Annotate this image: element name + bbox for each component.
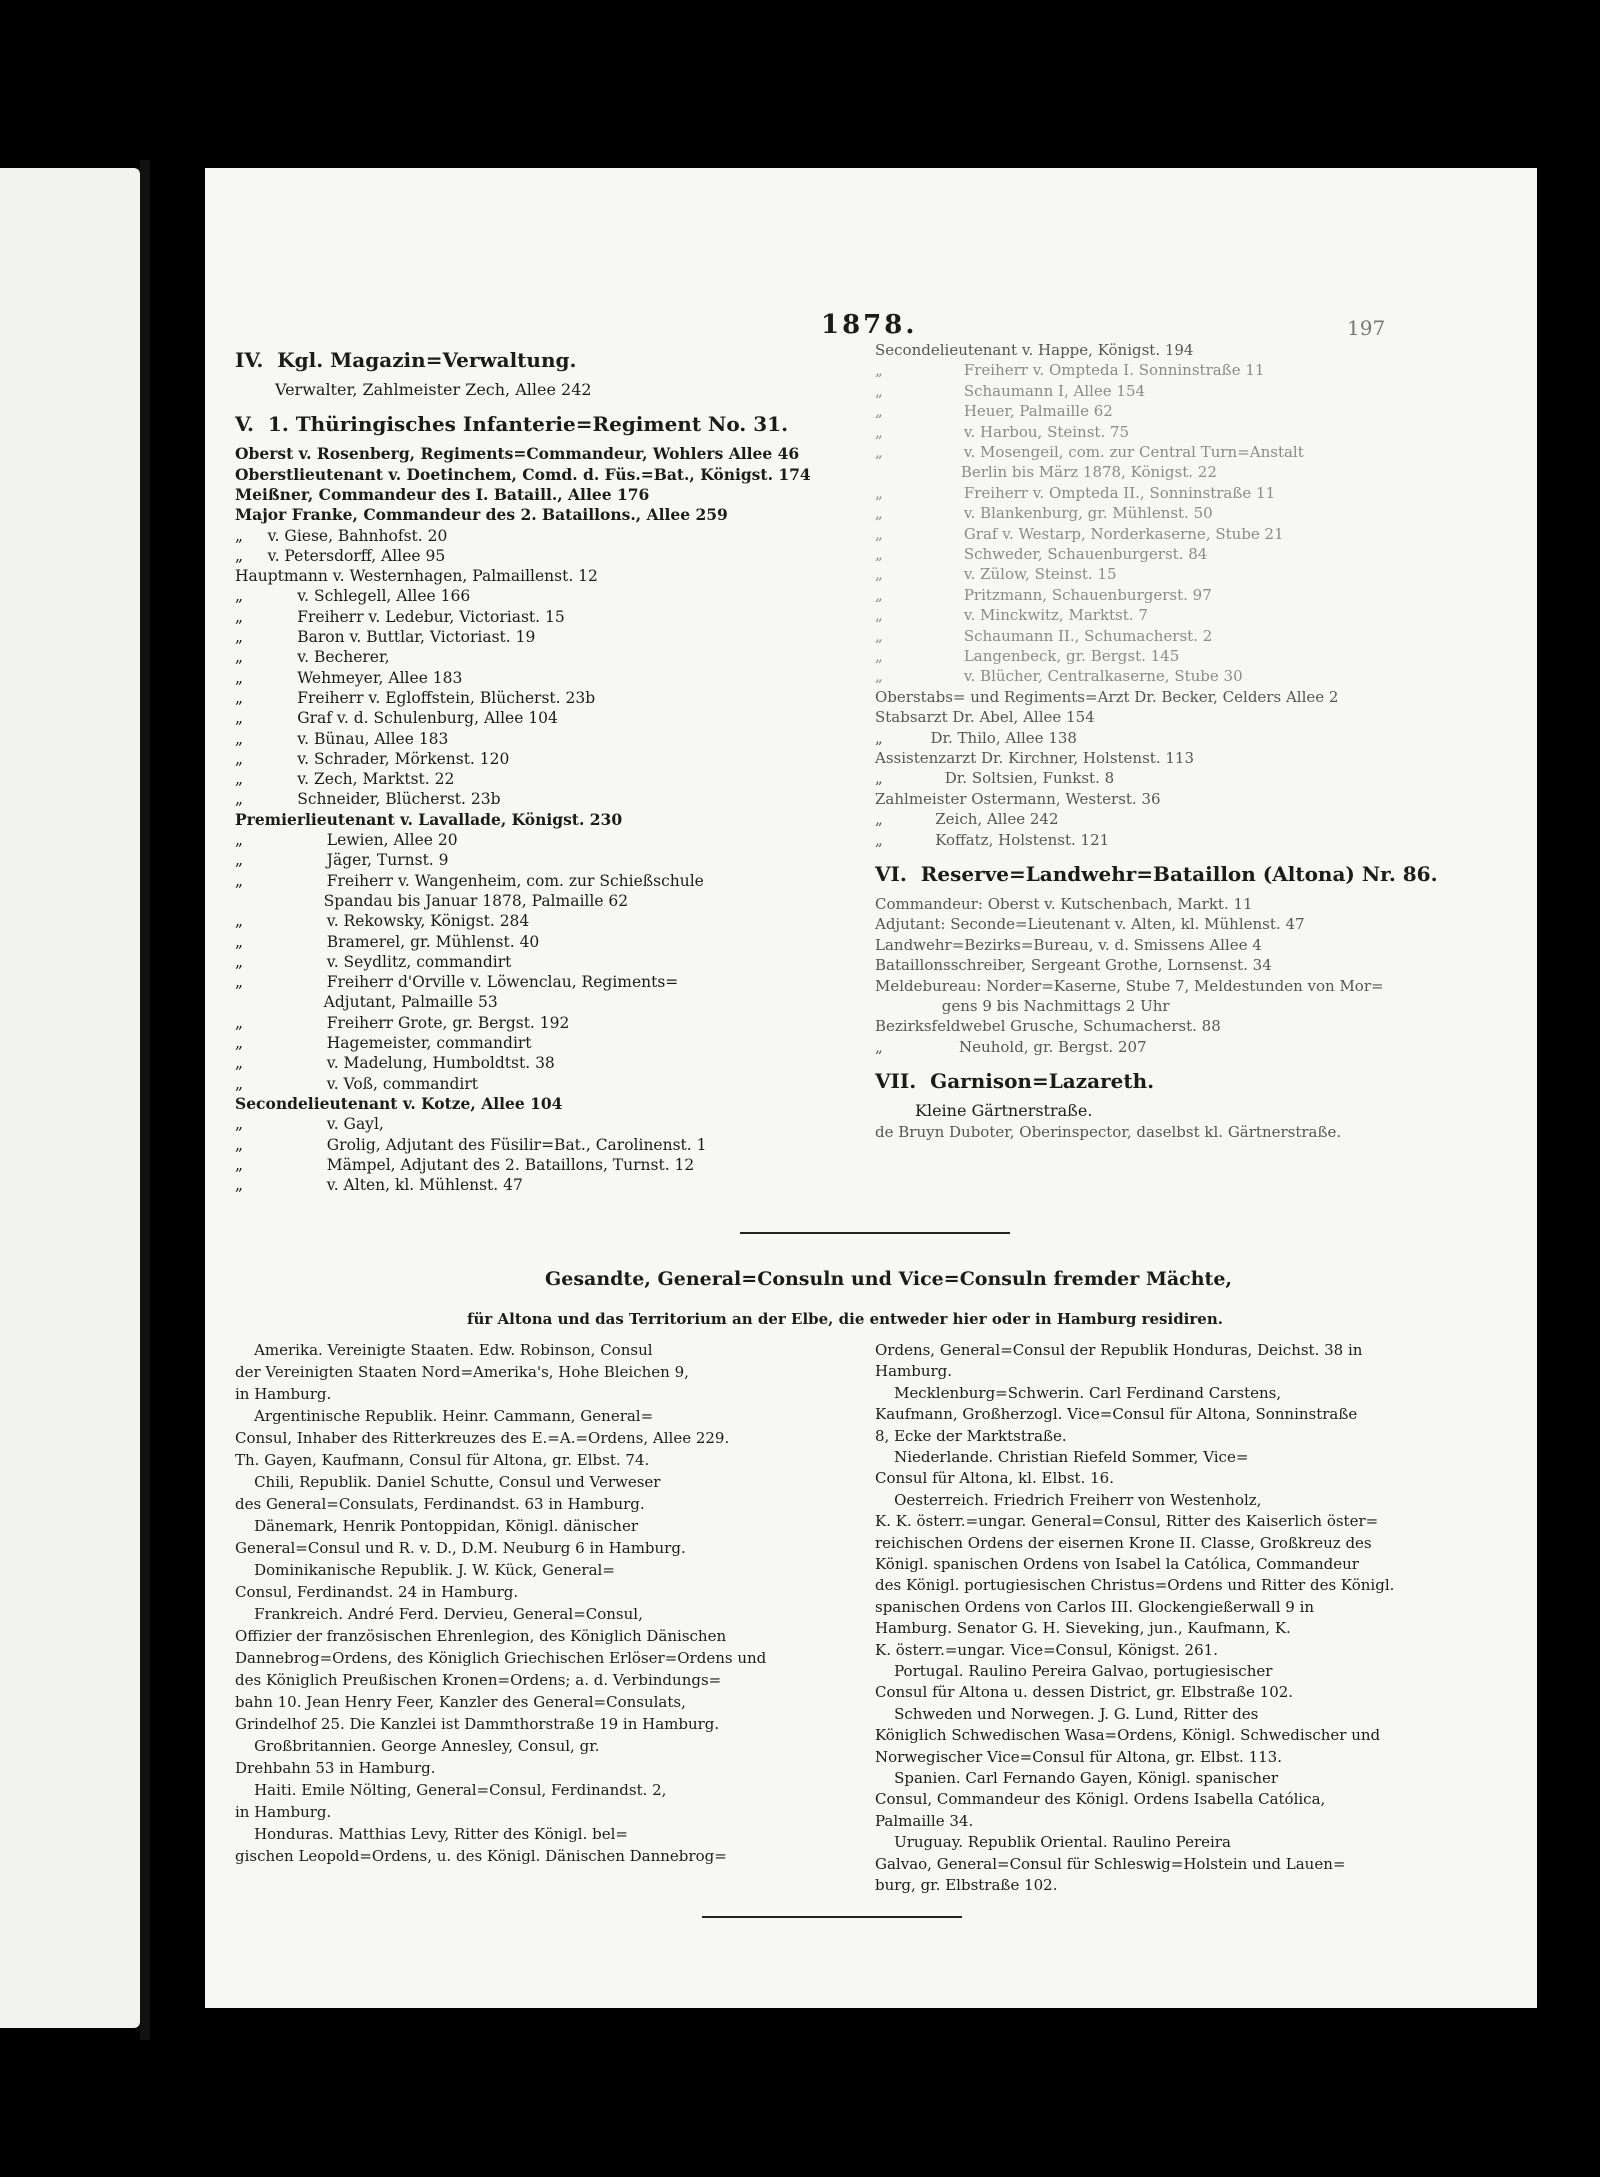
entry-line: Hauptmann v. Westernhagen, Palmaillenst. 12 <box>235 567 598 586</box>
entry-line: „ v. Madelung, Humboldtst. 38 <box>235 1054 555 1073</box>
consul-line: des General=Consulats, Ferdinandst. 63 in Hamburg. <box>235 1495 645 1513</box>
entry-line: „ v. Mosengeil, com. zur Central Turn=Anstalt <box>875 443 1304 461</box>
consul-line: Schweden und Norwegen. J. G. Lund, Ritter des <box>875 1704 1259 1723</box>
entry-line: „ v. Voß, commandirt <box>235 1074 479 1093</box>
entry-line: „ v. Bünau, Allee 183 <box>235 729 449 748</box>
consul-line: Oesterreich. Friedrich Freiherr von Westenholz, <box>875 1490 1262 1509</box>
consul-line: spanischen Ordens von Carlos III. Glockengießerwall 9 in <box>875 1597 1315 1616</box>
section-subheading: Verwalter, Zahlmeister Zech, Allee 242 <box>275 380 592 399</box>
entry-line: „ Jäger, Turnst. 9 <box>235 851 449 870</box>
consuls-subtitle: für Altona und das Territorium an der Elbe, die entweder hier oder in Hamburg residiren. <box>467 1310 1223 1328</box>
entry-line: „ Zeich, Allee 242 <box>875 810 1059 829</box>
entry-line: „ v. Minckwitz, Marktst. 7 <box>875 606 1148 625</box>
entry-line: „ v. Zech, Marktst. 22 <box>235 770 455 789</box>
entry-line: gens 9 bis Nachmittags 2 Uhr <box>875 997 1170 1015</box>
consul-line: Haiti. Emile Nölting, General=Consul, Ferdinandst. 2, <box>235 1781 667 1799</box>
entry-line: „ Freiherr v. Egloffstein, Blücherst. 23b <box>235 688 596 707</box>
entry-line: „ Hagemeister, commandirt <box>235 1034 532 1052</box>
entry-line: Adjutant, Palmaille 53 <box>235 993 498 1012</box>
facing-page-edge <box>0 168 140 2028</box>
entry-line: „ v. Petersdorff, Allee 95 <box>235 546 446 565</box>
entry-line: „ v. Zülow, Steinst. 15 <box>875 565 1117 584</box>
consul-line: des Königlich Preußischen Kronen=Ordens; a. d. Verbindungs= <box>235 1671 722 1689</box>
consul-line: Honduras. Matthias Levy, Ritter des Königl. bel= <box>235 1825 628 1843</box>
entry-line: Landwehr=Bezirks=Bureau, v. d. Smissens Allee 4 <box>875 935 1262 954</box>
entry-line: „ Freiherr v. Ledebur, Victoriast. 15 <box>235 607 565 626</box>
section-divider <box>740 1232 1010 1234</box>
section-heading: VI. Reserve=Landwehr=Bataillon (Altona) Nr. 86. <box>875 862 1438 886</box>
entry-line: „ Heuer, Palmaille 62 <box>875 402 1113 421</box>
entry-line: Bezirksfeldwebel Grusche, Schumacherst. 88 <box>875 1017 1221 1036</box>
book-page <box>205 168 1537 2008</box>
entry-line: Secondelieutenant v. Happe, Königst. 194 <box>875 341 1194 359</box>
entry-line: Meldebureau: Norder=Kaserne, Stube 7, Meldestunden von Mor= <box>875 976 1384 995</box>
entry-line: „ v. Schlegell, Allee 166 <box>235 587 471 606</box>
entry-line: Premierlieutenant v. Lavallade, Königst. 230 <box>235 809 623 829</box>
entry-line: „ Freiherr v. Ompteda II., Sonninstraße 11 <box>875 483 1276 502</box>
entry-line: Major Franke, Commandeur des 2. Bataillons., Allee 259 <box>235 505 728 525</box>
consul-line: K. K. österr.=ungar. General=Consul, Ritter des Kaiserlich öster= <box>875 1512 1379 1531</box>
entry-line: „ Mämpel, Adjutant des 2. Bataillons, Turnst. 12 <box>235 1155 695 1174</box>
entry-line: „ Langenbeck, gr. Bergst. 145 <box>875 647 1180 665</box>
consul-line: 8, Ecke der Marktstraße. <box>875 1426 1067 1445</box>
consul-line: in Hamburg. <box>235 1385 332 1403</box>
entry-line: „ v. Giese, Bahnhofst. 20 <box>235 526 448 545</box>
consul-line: Offizier der französischen Ehrenlegion, des Königlich Dänischen <box>235 1627 727 1645</box>
entry-line: „ Schaumann I, Allee 154 <box>875 381 1146 400</box>
consul-line: Niederlande. Christian Riefeld Sommer, Vice= <box>875 1448 1249 1466</box>
entry-line: „ Pritzmann, Schauenburgerst. 97 <box>875 585 1212 604</box>
section-heading: VII. Garnison=Lazareth. <box>875 1069 1155 1094</box>
page-gutter <box>140 160 150 2040</box>
consul-line: gischen Leopold=Ordens, u. des Königl. Dänischen Dannebrog= <box>235 1847 727 1865</box>
entry-line: Oberst v. Rosenberg, Regiments=Commandeur, Wohlers Allee 46 <box>235 444 800 464</box>
consul-line: Consul für Altona u. dessen District, gr. Elbstraße 102. <box>875 1683 1294 1702</box>
entry-line: „ Neuhold, gr. Bergst. 207 <box>875 1037 1147 1056</box>
entry-line: Adjutant: Seconde=Lieutenant v. Alten, kl. Mühlenst. 47 <box>875 915 1305 934</box>
entry-line: „ Koffatz, Holstenst. 121 <box>875 830 1110 849</box>
consul-line: Spanien. Carl Fernando Gayen, Königl. spanischer <box>875 1769 1279 1787</box>
entry-line: „ v. Schrader, Mörkenst. 120 <box>235 749 510 768</box>
entry-line: „ v. Harbou, Steinst. 75 <box>875 422 1130 441</box>
consul-line: Frankreich. André Ferd. Dervieu, General=Consul, <box>235 1605 643 1623</box>
consul-line: burg, gr. Elbstraße 102. <box>875 1876 1058 1894</box>
section-heading: V. 1. Thüringisches Infanterie=Regiment No. 31. <box>235 412 789 437</box>
page-number: 197 <box>1347 316 1386 340</box>
entry-line: Oberstlieutenant v. Doetinchem, Comd. d. Füs.=Bat., Königst. 174 <box>235 464 811 484</box>
entry-line: „ v. Blücher, Centralkaserne, Stube 30 <box>875 667 1243 686</box>
section-divider-bottom <box>702 1916 962 1918</box>
entry-line: Meißner, Commandeur des I. Bataill., Allee 176 <box>235 484 650 504</box>
entry-line: „ Schaumann II., Schumacherst. 2 <box>875 626 1213 645</box>
consul-line: Königl. spanischen Ordens von Isabel la Católica, Commandeur <box>875 1555 1359 1573</box>
consul-line: bahn 10. Jean Henry Feer, Kanzler des General=Consulats, <box>235 1693 686 1711</box>
consul-line: Consul, Ferdinandst. 24 in Hamburg. <box>235 1583 519 1601</box>
consul-line: Portugal. Raulino Pereira Galvao, portugiesischer <box>875 1662 1273 1680</box>
entry-line: „ Schneider, Blücherst. 23b <box>235 790 501 809</box>
entry-line: de Bruyn Duboter, Oberinspector, daselbst kl. Gärtnerstraße. <box>875 1122 1342 1141</box>
consul-line: in Hamburg. <box>235 1803 332 1821</box>
consul-line: Hamburg. Senator G. H. Sieveking, jun., Kaufmann, K. <box>875 1619 1291 1638</box>
entry-line: „ Wehmeyer, Allee 183 <box>235 668 463 687</box>
entry-line: „ v. Alten, kl. Mühlenst. 47 <box>235 1176 523 1195</box>
consul-line: der Vereinigten Staaten Nord=Amerika's, Hohe Bleichen 9, <box>235 1363 689 1381</box>
consul-line: General=Consul und R. v. D., D.M. Neuburg 6 in Hamburg. <box>235 1539 686 1557</box>
consul-line: Drehbahn 53 in Hamburg. <box>235 1759 436 1777</box>
entry-line: „ Freiherr Grote, gr. Bergst. 192 <box>235 1013 570 1032</box>
entry-line: Spandau bis Januar 1878, Palmaille 62 <box>235 891 629 910</box>
entry-line: Secondelieutenant v. Kotze, Allee 104 <box>235 1093 563 1113</box>
consul-line: Mecklenburg=Schwerin. Carl Ferdinand Carstens, <box>875 1383 1282 1402</box>
consul-line: Chili, Republik. Daniel Schutte, Consul und Verweser <box>235 1473 661 1491</box>
entry-line: „ Graf v. Westarp, Norderkaserne, Stube 21 <box>875 524 1284 543</box>
consul-line: Dänemark, Henrik Pontoppidan, Königl. dänischer <box>235 1517 639 1535</box>
consul-line: Amerika. Vereinigte Staaten. Edw. Robinson, Consul <box>235 1341 653 1359</box>
entry-line: „ v. Rekowsky, Königst. 284 <box>235 912 530 931</box>
consul-line: Consul für Altona, kl. Elbst. 16. <box>875 1469 1114 1488</box>
consul-line: Consul, Commandeur des Königl. Ordens Isabella Católica, <box>875 1790 1326 1809</box>
consul-line: Dannebrog=Ordens, des Königlich Griechischen Erlöser=Ordens und <box>235 1649 767 1667</box>
consul-line: Hamburg. <box>875 1362 953 1381</box>
section-subheading: Kleine Gärtnerstraße. <box>915 1101 1093 1121</box>
entry-line: „ v. Becherer, <box>235 648 390 667</box>
consuls-title: Gesandte, General=Consuln und Vice=Consuln fremder Mächte, <box>545 1268 1233 1290</box>
consul-line: Großbritannien. George Annesley, Consul, gr. <box>235 1737 600 1755</box>
entry-line: „ v. Blankenburg, gr. Mühlenst. 50 <box>875 504 1213 523</box>
consul-line: Galvao, General=Consul für Schleswig=Holstein und Lauen= <box>875 1854 1346 1873</box>
consul-line: reichischen Ordens der eisernen Krone II. Classe, Großkreuz des <box>875 1533 1372 1552</box>
consul-line: Uruguay. Republik Oriental. Raulino Pereira <box>875 1833 1231 1852</box>
consul-line: Ordens, General=Consul der Republik Honduras, Deichst. 38 in <box>875 1341 1363 1359</box>
entry-line: Bataillonsschreiber, Sergeant Grothe, Lornsenst. 34 <box>875 956 1272 975</box>
entry-line: Oberstabs= und Regiments=Arzt Dr. Becker, Celders Allee 2 <box>875 687 1339 706</box>
entry-line: Stabsarzt Dr. Abel, Allee 154 <box>875 708 1095 727</box>
consul-line: Argentinische Republik. Heinr. Cammann, General= <box>235 1407 654 1425</box>
entry-line: Zahlmeister Ostermann, Westerst. 36 <box>875 789 1161 808</box>
entry-line: „ Baron v. Buttlar, Victoriast. 19 <box>235 628 536 646</box>
page-year: 1878. <box>821 310 918 340</box>
section-heading: IV. Kgl. Magazin=Verwaltung. <box>235 348 577 372</box>
consul-line: Consul, Inhaber des Ritterkreuzes des E.=A.=Ordens, Allee 229. <box>235 1429 730 1447</box>
consul-line: Königlich Schwedischen Wasa=Ordens, Königl. Schwedischer und <box>875 1726 1381 1745</box>
consul-line: Grindelhof 25. Die Kanzlei ist Dammthorstraße 19 in Hamburg. <box>235 1715 720 1733</box>
entry-line: „ Bramerel, gr. Mühlenst. 40 <box>235 932 540 951</box>
consul-line: K. österr.=ungar. Vice=Consul, Königst. 261. <box>875 1640 1218 1659</box>
consul-line: Norwegischer Vice=Consul für Altona, gr. Elbst. 113. <box>875 1747 1282 1766</box>
consul-line: Palmaille 34. <box>875 1811 974 1830</box>
entry-line: „ Dr. Thilo, Allee 138 <box>875 728 1077 747</box>
consul-line: Dominikanische Republik. J. W. Kück, General= <box>235 1561 615 1579</box>
consul-line: des Königl. portugiesischen Christus=Ordens und Ritter des Königl. <box>875 1576 1395 1595</box>
entry-line: Berlin bis März 1878, Königst. 22 <box>875 463 1217 482</box>
entry-line: „ Freiherr d'Orville v. Löwenclau, Regiments= <box>235 973 679 992</box>
entry-line: „ Lewien, Allee 20 <box>235 831 458 849</box>
consul-line: Kaufmann, Großherzogl. Vice=Consul für Altona, Sonninstraße <box>875 1405 1358 1424</box>
entry-line: „ Freiherr v. Wangenheim, com. zur Schießschule <box>235 871 704 890</box>
entry-line: „ v. Seydlitz, commandirt <box>235 952 512 971</box>
entry-line: „ Schweder, Schauenburgerst. 84 <box>875 545 1208 563</box>
entry-line: „ Freiherr v. Ompteda I. Sonninstraße 11 <box>875 361 1265 380</box>
entry-line: „ Dr. Soltsien, Funkst. 8 <box>875 769 1115 788</box>
consul-line: Th. Gayen, Kaufmann, Consul für Altona, gr. Elbst. 74. <box>235 1451 650 1469</box>
entry-line: Assistenzarzt Dr. Kirchner, Holstenst. 113 <box>875 749 1194 767</box>
entry-line: „ v. Gayl, <box>235 1115 384 1134</box>
entry-line: „ Grolig, Adjutant des Füsilir=Bat., Carolinenst. 1 <box>235 1135 707 1154</box>
entry-line: Commandeur: Oberst v. Kutschenbach, Markt. 11 <box>875 895 1253 913</box>
entry-line: „ Graf v. d. Schulenburg, Allee 104 <box>235 709 558 728</box>
